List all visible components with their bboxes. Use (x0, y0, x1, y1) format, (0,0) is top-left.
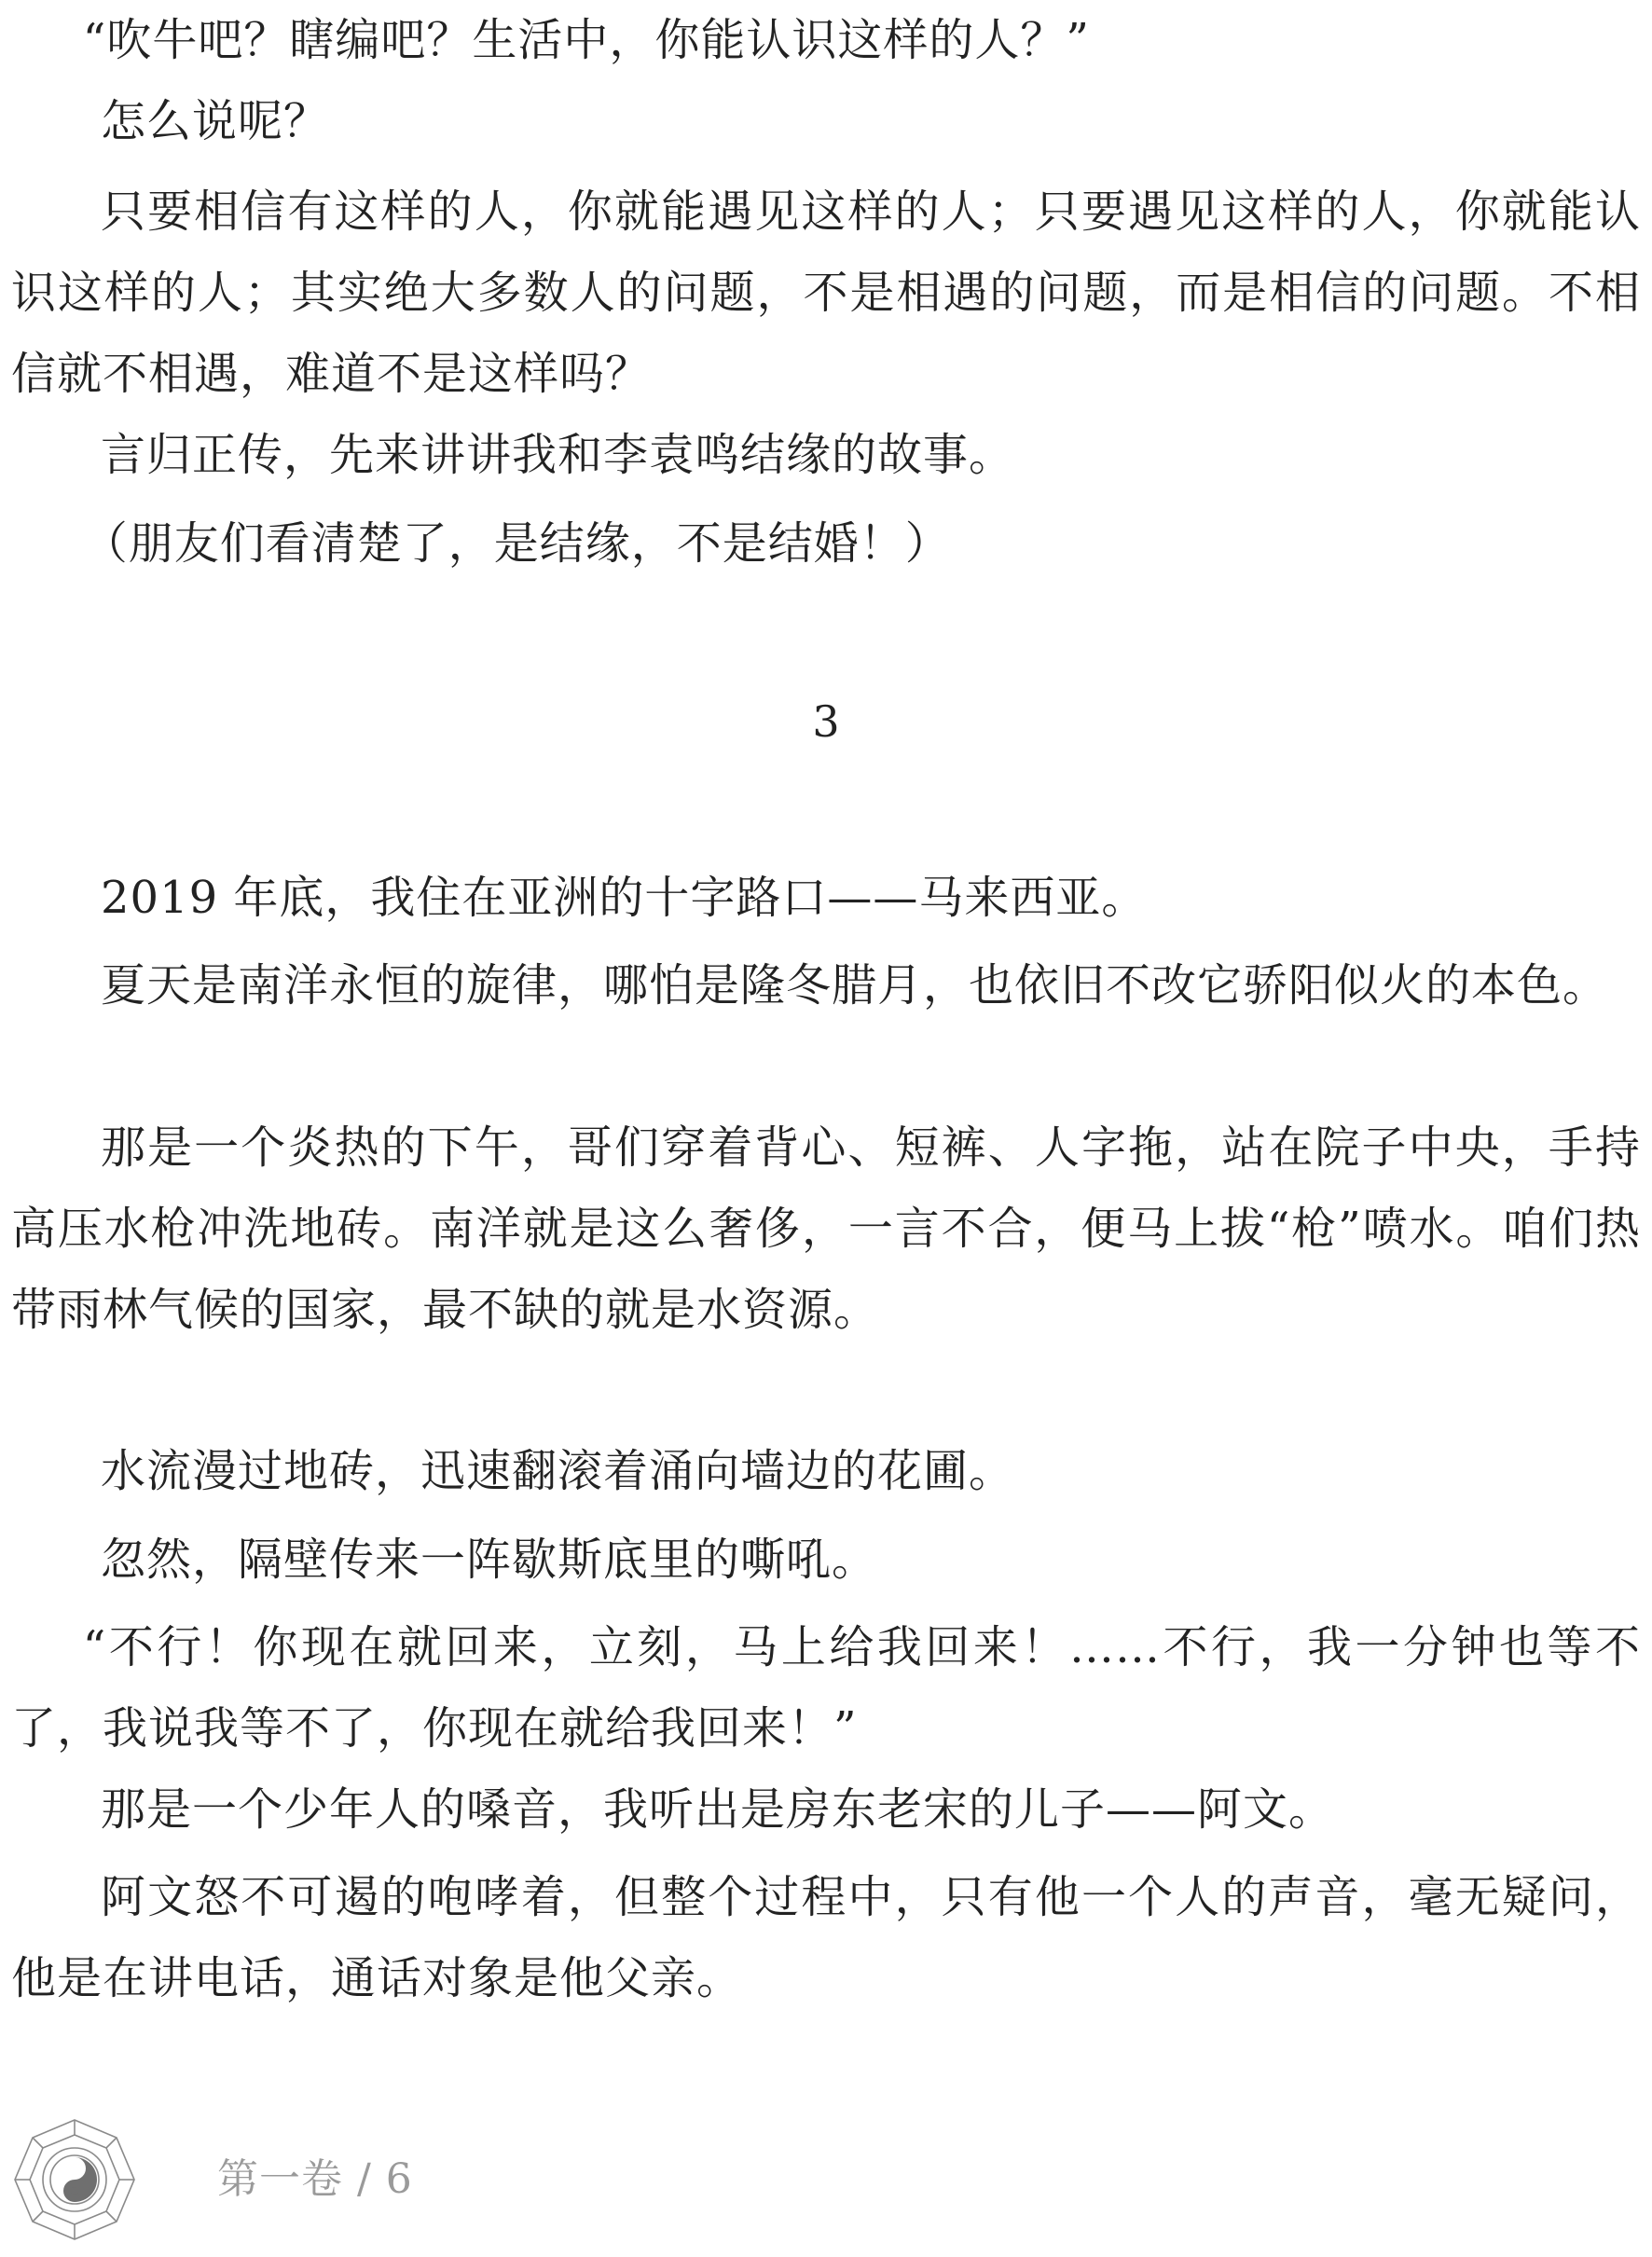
section-paragraph-3: 那是一个炎热的下午，哥们穿着背心、短裤、人字拖，站在院子中央，手持高压水枪冲洗地砖。南洋就是这么奢侈，一言不合，便马上拔“枪”喷水。咱们热带雨林气候的国家，最不缺的就是水资源。 (11, 1122, 1641, 1336)
paragraph-1: “吹牛吧？瞎编吧？生活中，你能认识这样的人？” (82, 14, 1090, 66)
section-paragraph-5: 忽然，隔壁传来一阵歇斯底里的嘶吼。 (101, 1534, 878, 1586)
section-paragraph-4: 水流漫过地砖，迅速翻滚着涌向墙边的花圃。 (101, 1445, 1015, 1497)
section-number: 3 (812, 696, 840, 747)
paragraph-2: 怎么说呢？ (101, 95, 330, 147)
paragraph-4: 言归正传，先来讲讲我和李袁鸣结缘的故事。 (101, 429, 1015, 481)
yin-yang-octagon-icon (9, 2114, 140, 2245)
section-paragraph-8: 阿文怒不可遏的咆哮着，但整个过程中，只有他一个人的声音，毫无疑问，他是在讲电话，通话对象是他父亲。 (11, 1871, 1641, 2004)
section-paragraph-2: 夏天是南洋永恒的旋律，哪怕是隆冬腊月，也依旧不改它骄阳似火的本色。 (101, 959, 1609, 1012)
section-paragraph-7: 那是一个少年人的嗓音，我听出是房东老宋的儿子——阿文。 (101, 1783, 1335, 1836)
section-paragraph-6: “不行！你现在就回来，立刻，马上给我回来！……不行，我一分钟也等不了，我说我等不了，你现在就给我回来！” (11, 1621, 1641, 1755)
page-footer (9, 2114, 569, 2245)
paragraph-3: 只要相信有这样的人，你就能遇见这样的人；只要遇见这样的人，你就能认识这样的人；其实绝大多数人的问题，不是相遇的问题，而是相信的问题。不相信就不相遇，难道不是这样吗？ (11, 186, 1641, 400)
section-paragraph-1: 2019 年底，我住在亚洲的十字路口——马来西亚。 (101, 872, 1148, 924)
footer-page-label: 第一卷 / 6 (217, 2155, 413, 2203)
paragraph-5: （朋友们看清楚了，是结缘，不是结婚！） (82, 517, 951, 570)
